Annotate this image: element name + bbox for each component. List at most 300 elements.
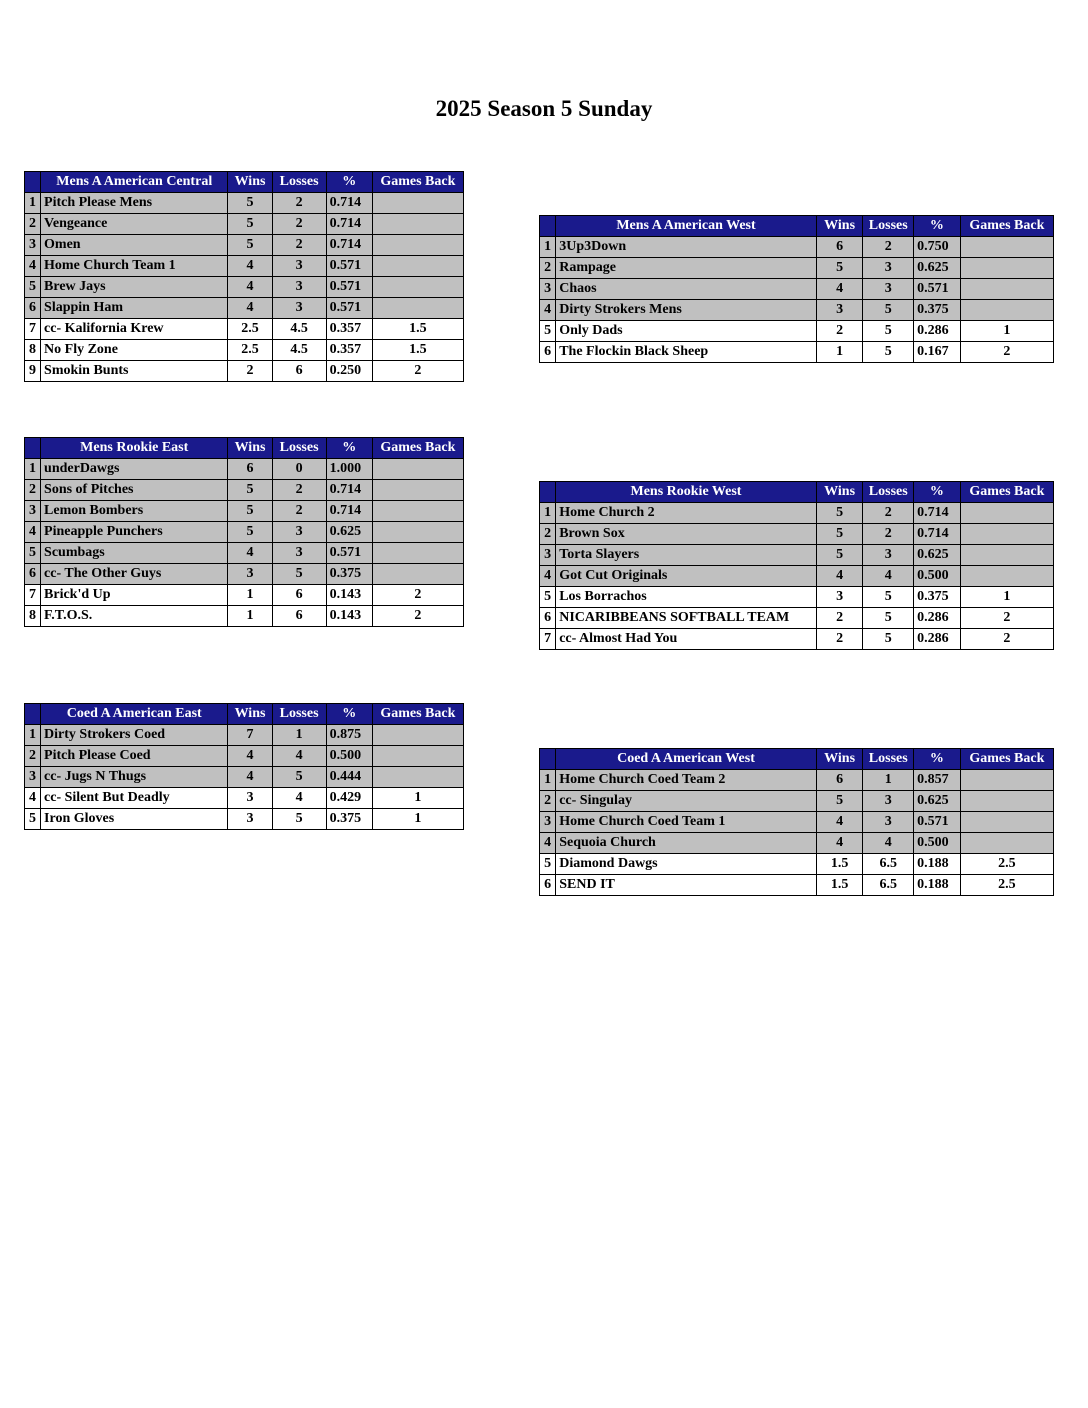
losses-cell: 6 [272,585,326,606]
losses-cell: 5 [863,300,914,321]
losses-cell: 5 [272,809,326,830]
losses-cell: 2 [863,524,914,545]
rank-cell: 5 [540,854,556,875]
team-name: Brick'd Up [41,585,228,606]
pct-cell: 0.714 [326,235,372,256]
losses-cell: 2 [272,480,326,501]
losses-cell: 3 [272,298,326,319]
rank-cell: 3 [540,545,556,566]
wins-cell: 1.5 [816,854,863,875]
games-back-cell: 1 [372,809,463,830]
wins-cell: 4 [228,298,272,319]
wins-cell: 5 [816,545,863,566]
wins-cell: 4 [228,767,272,788]
team-name: underDawgs [41,459,228,480]
games-back-cell [372,459,463,480]
table-row [540,854,1054,875]
pct-cell: 0.714 [914,503,961,524]
team-name: Brew Jays [41,277,228,298]
wins-cell: 6 [228,459,272,480]
team-name: Pitch Please Mens [41,193,228,214]
wins-cell: 2.5 [228,340,272,361]
table-row [540,300,1054,321]
games-back-cell [372,543,463,564]
header-corner [540,216,556,237]
losses-cell: 5 [863,587,914,608]
header-corner [540,749,556,770]
games-back-cell [960,833,1053,854]
table-row [540,608,1054,629]
pct-cell: 0.875 [326,725,372,746]
wins-cell: 3 [816,300,863,321]
wins-cell: 5 [228,214,272,235]
rank-cell: 4 [25,256,41,277]
rank-cell: 5 [25,277,41,298]
table-row [540,503,1054,524]
losses-cell: 5 [863,321,914,342]
rank-cell: 1 [540,770,556,791]
pct-cell: 0.500 [914,566,961,587]
header-corner [25,172,41,193]
losses-cell: 2 [863,503,914,524]
table-row [25,256,464,277]
wins-cell: 5 [816,791,863,812]
rank-cell: 6 [540,875,556,896]
header-games-back: Games Back [960,482,1053,503]
table-row [540,812,1054,833]
team-name: Rampage [556,258,817,279]
losses-cell: 2 [272,235,326,256]
wins-cell: 2 [816,608,863,629]
pct-cell: 0.375 [326,564,372,585]
wins-cell: 3 [816,587,863,608]
table-row [25,501,464,522]
team-name: Los Borrachos [556,587,817,608]
losses-cell: 4 [272,788,326,809]
table-row [25,459,464,480]
division-name: Mens A American Central [41,172,228,193]
losses-cell: 5 [863,629,914,650]
header-row [25,172,464,193]
table-row [540,321,1054,342]
team-name: Diamond Dawgs [556,854,817,875]
rank-cell: 3 [540,812,556,833]
losses-cell: 5 [863,342,914,363]
rank-cell: 6 [540,342,556,363]
pct-cell: 0.286 [914,608,961,629]
wins-cell: 2 [816,629,863,650]
table-row [25,193,464,214]
table-row [25,564,464,585]
losses-cell: 5 [272,767,326,788]
table-row [540,342,1054,363]
header-wins: Wins [228,704,272,725]
rank-cell: 5 [25,543,41,564]
header-losses: Losses [272,438,326,459]
table-row [540,587,1054,608]
pct-cell: 0.625 [914,258,961,279]
rank-cell: 2 [540,791,556,812]
table-row [540,545,1054,566]
header-wins: Wins [816,749,863,770]
losses-cell: 4 [863,833,914,854]
table-row [540,566,1054,587]
team-name: Lemon Bombers [41,501,228,522]
losses-cell: 3 [272,277,326,298]
pct-cell: 0.500 [326,746,372,767]
rank-cell: 3 [25,767,41,788]
games-back-cell: 2 [960,342,1053,363]
rank-cell: 3 [540,279,556,300]
pct-cell: 0.500 [914,833,961,854]
table-row [540,770,1054,791]
rank-cell: 5 [540,587,556,608]
games-back-cell [372,522,463,543]
division-name: Mens Rookie East [41,438,228,459]
losses-cell: 4 [272,746,326,767]
pct-cell: 0.286 [914,321,961,342]
losses-cell: 3 [863,791,914,812]
wins-cell: 7 [228,725,272,746]
losses-cell: 2 [272,214,326,235]
standings-table [24,171,464,382]
losses-cell: 3 [863,545,914,566]
standings-table [539,481,1054,650]
wins-cell: 5 [816,258,863,279]
team-name: Smokin Bunts [41,361,228,382]
team-name: cc- Kalifornia Krew [41,319,228,340]
games-back-cell [372,193,463,214]
team-name: Got Cut Originals [556,566,817,587]
games-back-cell [960,566,1053,587]
pct-cell: 0.167 [914,342,961,363]
wins-cell: 5 [228,480,272,501]
division-name: Mens A American West [556,216,817,237]
losses-cell: 4 [863,566,914,587]
table-row [25,725,464,746]
header-corner [25,438,41,459]
games-back-cell [372,256,463,277]
losses-cell: 3 [863,812,914,833]
games-back-cell: 2 [372,585,463,606]
header-games-back: Games Back [372,704,463,725]
header-corner [540,482,556,503]
team-name: Pineapple Punchers [41,522,228,543]
team-name: Only Dads [556,321,817,342]
wins-cell: 4 [228,543,272,564]
rank-cell: 8 [25,340,41,361]
games-back-cell [960,770,1053,791]
pct-cell: 0.625 [914,545,961,566]
header-row [540,216,1054,237]
games-back-cell [372,480,463,501]
header-losses: Losses [863,749,914,770]
table-row [25,214,464,235]
team-name: Slappin Ham [41,298,228,319]
rank-cell: 5 [540,321,556,342]
pct-cell: 0.857 [914,770,961,791]
losses-cell: 6.5 [863,875,914,896]
table-row [540,629,1054,650]
pct-cell: 0.571 [914,279,961,300]
pct-cell: 0.375 [914,587,961,608]
table-row [25,480,464,501]
table-row [540,279,1054,300]
wins-cell: 1.5 [816,875,863,896]
rank-cell: 6 [540,608,556,629]
rank-cell: 4 [25,788,41,809]
games-back-cell [372,235,463,256]
games-back-cell [372,767,463,788]
table-row [540,237,1054,258]
losses-cell: 3 [863,279,914,300]
rank-cell: 4 [540,566,556,587]
pct-cell: 0.357 [326,340,372,361]
losses-cell: 0 [272,459,326,480]
pct-cell: 0.571 [914,812,961,833]
games-back-cell [372,277,463,298]
rank-cell: 2 [25,214,41,235]
games-back-cell [372,725,463,746]
team-name: Pitch Please Coed [41,746,228,767]
team-name: Vengeance [41,214,228,235]
header-pct: % [326,704,372,725]
pct-cell: 0.714 [326,501,372,522]
games-back-cell [960,503,1053,524]
table-row [25,746,464,767]
games-back-cell: 1 [372,788,463,809]
games-back-cell: 2 [960,629,1053,650]
games-back-cell: 2 [372,606,463,627]
wins-cell: 4 [816,279,863,300]
team-name: Scumbags [41,543,228,564]
losses-cell: 4.5 [272,340,326,361]
table-row [25,361,464,382]
wins-cell: 1 [228,585,272,606]
wins-cell: 3 [228,809,272,830]
wins-cell: 5 [816,524,863,545]
pct-cell: 0.625 [914,791,961,812]
table-row [25,585,464,606]
rank-cell: 3 [25,235,41,256]
pct-cell: 0.714 [914,524,961,545]
losses-cell: 2 [272,193,326,214]
games-back-cell [372,564,463,585]
losses-cell: 6.5 [863,854,914,875]
standings-table [24,703,464,830]
team-name: Brown Sox [556,524,817,545]
wins-cell: 2.5 [228,319,272,340]
wins-cell: 5 [228,501,272,522]
losses-cell: 4.5 [272,319,326,340]
rank-cell: 1 [540,237,556,258]
wins-cell: 4 [228,277,272,298]
table-row [25,606,464,627]
losses-cell: 3 [272,256,326,277]
games-back-cell [372,746,463,767]
table-row [540,258,1054,279]
team-name: Home Church Team 1 [41,256,228,277]
games-back-cell [960,237,1053,258]
header-pct: % [914,482,961,503]
losses-cell: 5 [272,564,326,585]
header-wins: Wins [816,216,863,237]
team-name: SEND IT [556,875,817,896]
header-games-back: Games Back [372,172,463,193]
rank-cell: 9 [25,361,41,382]
rank-cell: 4 [25,522,41,543]
rank-cell: 5 [25,809,41,830]
games-back-cell: 2 [372,361,463,382]
table-row [540,875,1054,896]
losses-cell: 2 [863,237,914,258]
header-pct: % [914,749,961,770]
wins-cell: 5 [228,193,272,214]
losses-cell: 3 [272,522,326,543]
header-corner [25,704,41,725]
header-games-back: Games Back [960,216,1053,237]
team-name: No Fly Zone [41,340,228,361]
header-pct: % [326,438,372,459]
pct-cell: 0.429 [326,788,372,809]
header-losses: Losses [272,704,326,725]
table-row [540,524,1054,545]
wins-cell: 5 [816,503,863,524]
table-row [25,809,464,830]
pct-cell: 0.188 [914,854,961,875]
pct-cell: 0.571 [326,543,372,564]
games-back-cell [960,258,1053,279]
header-row [540,482,1054,503]
pct-cell: 0.375 [914,300,961,321]
games-back-cell: 1.5 [372,340,463,361]
team-name: Home Church Coed Team 1 [556,812,817,833]
table-row [25,788,464,809]
games-back-cell [960,300,1053,321]
wins-cell: 2 [816,321,863,342]
losses-cell: 3 [863,258,914,279]
games-back-cell: 1 [960,321,1053,342]
wins-cell: 2 [228,361,272,382]
team-name: 3Up3Down [556,237,817,258]
rank-cell: 8 [25,606,41,627]
page-title: 2025 Season 5 Sunday [435,96,653,121]
games-back-cell: 2.5 [960,875,1053,896]
rank-cell: 3 [25,501,41,522]
team-name: Dirty Strokers Coed [41,725,228,746]
rank-cell: 4 [540,300,556,321]
table-row [540,791,1054,812]
team-name: Omen [41,235,228,256]
table-row [25,543,464,564]
standings-table [539,748,1054,896]
pct-cell: 0.571 [326,277,372,298]
games-back-cell [372,214,463,235]
pct-cell: 0.143 [326,585,372,606]
games-back-cell [960,545,1053,566]
rank-cell: 2 [540,524,556,545]
team-name: Sons of Pitches [41,480,228,501]
pct-cell: 0.750 [914,237,961,258]
games-back-cell: 1.5 [372,319,463,340]
team-name: Chaos [556,279,817,300]
losses-cell: 1 [863,770,914,791]
header-row [25,438,464,459]
division-name: Coed A American East [41,704,228,725]
team-name: cc- Jugs N Thugs [41,767,228,788]
games-back-cell [372,501,463,522]
wins-cell: 6 [816,237,863,258]
rank-cell: 1 [25,459,41,480]
games-back-cell [960,524,1053,545]
header-losses: Losses [272,172,326,193]
wins-cell: 4 [816,812,863,833]
rank-cell: 1 [25,725,41,746]
table-row [25,298,464,319]
wins-cell: 5 [228,235,272,256]
losses-cell: 5 [863,608,914,629]
pct-cell: 0.714 [326,480,372,501]
losses-cell: 3 [272,543,326,564]
games-back-cell [960,812,1053,833]
team-name: Sequoia Church [556,833,817,854]
rank-cell: 7 [25,319,41,340]
games-back-cell [960,791,1053,812]
division-name: Mens Rookie West [556,482,817,503]
wins-cell: 1 [228,606,272,627]
header-pct: % [914,216,961,237]
wins-cell: 4 [816,833,863,854]
pct-cell: 0.143 [326,606,372,627]
header-row [25,704,464,725]
pct-cell: 0.571 [326,298,372,319]
wins-cell: 3 [228,564,272,585]
rank-cell: 2 [540,258,556,279]
table-row [25,235,464,256]
header-losses: Losses [863,482,914,503]
division-name: Coed A American West [556,749,817,770]
team-name: Iron Gloves [41,809,228,830]
table-row [25,522,464,543]
header-wins: Wins [816,482,863,503]
team-name: Home Church 2 [556,503,817,524]
wins-cell: 4 [228,256,272,277]
pct-cell: 0.625 [326,522,372,543]
pct-cell: 0.286 [914,629,961,650]
pct-cell: 0.375 [326,809,372,830]
team-name: cc- Almost Had You [556,629,817,650]
rank-cell: 2 [25,480,41,501]
pct-cell: 0.571 [326,256,372,277]
games-back-cell: 2.5 [960,854,1053,875]
table-row [25,277,464,298]
rank-cell: 7 [540,629,556,650]
team-name: cc- Singulay [556,791,817,812]
wins-cell: 3 [228,788,272,809]
games-back-cell: 2 [960,608,1053,629]
standings-table [24,437,464,627]
header-wins: Wins [228,438,272,459]
team-name: The Flockin Black Sheep [556,342,817,363]
team-name: F.T.O.S. [41,606,228,627]
games-back-cell [372,298,463,319]
team-name: NICARIBBEANS SOFTBALL TEAM [556,608,817,629]
wins-cell: 4 [228,746,272,767]
rank-cell: 4 [540,833,556,854]
header-pct: % [326,172,372,193]
team-name: Torta Slayers [556,545,817,566]
pct-cell: 0.714 [326,214,372,235]
